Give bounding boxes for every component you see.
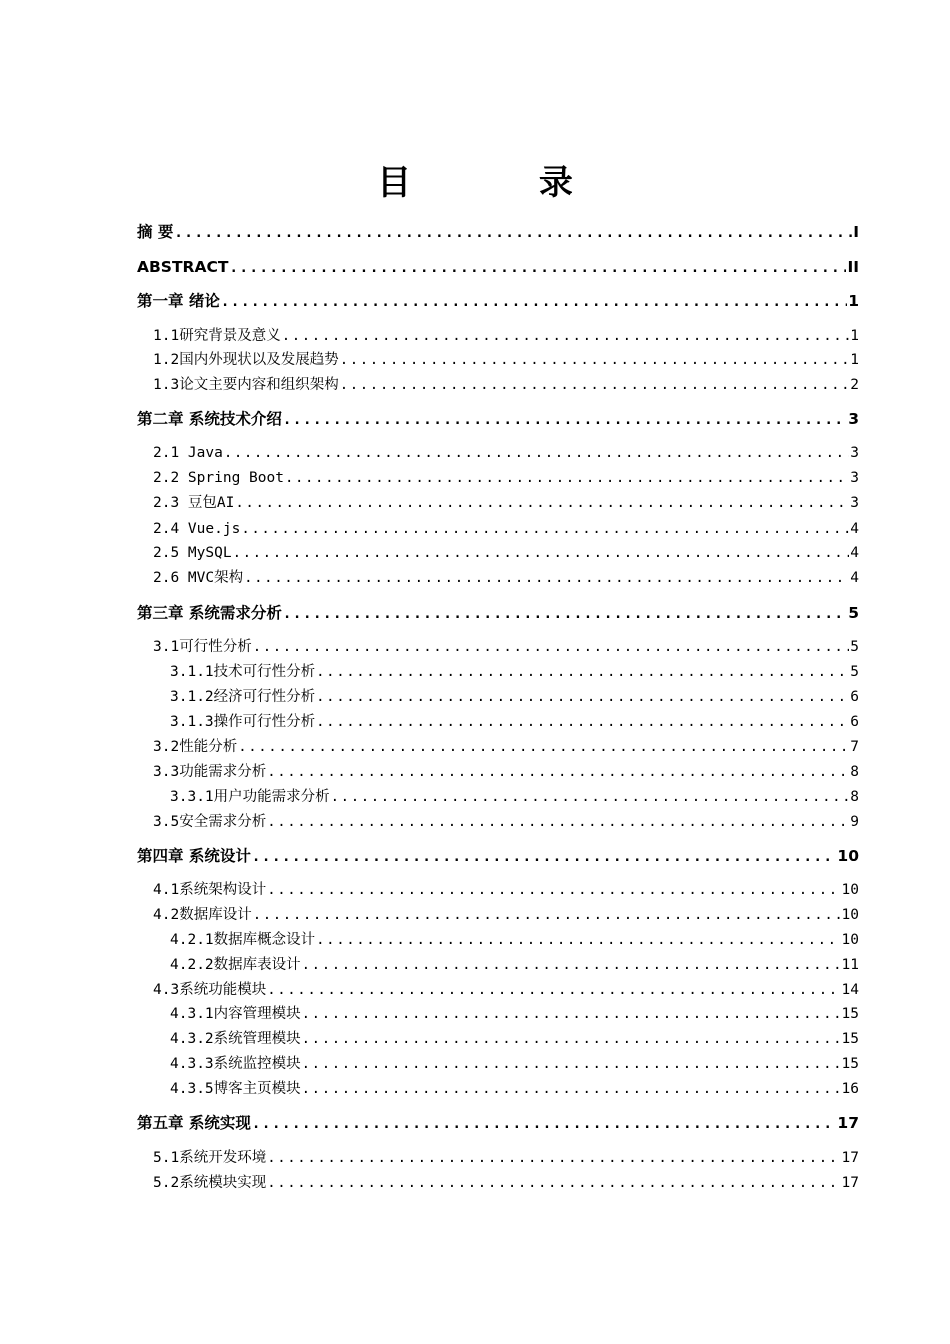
- toc-entry-label: 4.3.5博客主页模块: [170, 1081, 301, 1097]
- toc-page-number: 1: [850, 328, 859, 344]
- toc-leader-dots: [224, 442, 849, 464]
- toc-entry[interactable]: [137, 290, 859, 312]
- toc-entry[interactable]: [153, 467, 859, 489]
- toc-page-number: 15: [841, 1006, 859, 1022]
- toc-entry[interactable]: [153, 904, 859, 926]
- toc-leader-dots: [316, 929, 840, 951]
- toc-entry[interactable]: [170, 929, 859, 951]
- toc-entry-label: 第三章 系统需求分析: [137, 604, 282, 622]
- toc-entry[interactable]: [137, 845, 859, 867]
- toc-page-number: 6: [850, 714, 859, 730]
- toc-page-number: 10: [841, 882, 859, 898]
- toc-entry-label: 4.2.2数据库表设计: [170, 957, 301, 973]
- toc-entry[interactable]: [170, 1003, 859, 1025]
- toc-entry[interactable]: [137, 256, 859, 278]
- toc-entry[interactable]: [153, 518, 859, 540]
- toc-entry-label: 4.3.2系统管理模块: [170, 1031, 301, 1047]
- toc-entry-label: 1.2国内外现状以及发展趋势: [153, 352, 339, 368]
- toc-page-number: I: [853, 223, 859, 241]
- toc-leader-dots: [316, 686, 849, 708]
- toc-entry-label: 2.3 豆包AI: [153, 495, 235, 511]
- toc-leader-dots: [267, 979, 840, 1001]
- toc-leader-dots: [302, 1003, 841, 1025]
- toc-page-number: 1: [848, 292, 859, 310]
- toc-page-number: 16: [841, 1081, 859, 1097]
- page-title: 目 录: [377, 163, 631, 203]
- toc-page-number: 10: [841, 932, 859, 948]
- toc-leader-dots: [283, 603, 847, 625]
- toc-entry-label: 3.5安全需求分析: [153, 814, 267, 830]
- toc-entry-label: 5.1系统开发环境: [153, 1150, 267, 1166]
- toc-entry[interactable]: [153, 979, 859, 1001]
- toc-leader-dots: [252, 1113, 837, 1135]
- toc-page-number: 5: [850, 639, 859, 655]
- toc-leader-dots: [235, 492, 849, 514]
- toc-entry-label: 第四章 系统设计: [137, 847, 251, 865]
- toc-entry[interactable]: [170, 786, 859, 808]
- toc-entry-label: 5.2系统模块实现: [153, 1175, 267, 1191]
- toc-entry[interactable]: [170, 1078, 859, 1100]
- toc-page-number: 11: [841, 957, 859, 973]
- toc-leader-dots: [174, 222, 852, 244]
- toc-entry[interactable]: [153, 1172, 859, 1194]
- toc-entry-label: 3.1.3操作可行性分析: [170, 714, 316, 730]
- toc-leader-dots: [229, 257, 846, 279]
- toc-page-number: 10: [841, 907, 859, 923]
- toc-leader-dots: [302, 1053, 841, 1075]
- toc-leader-dots: [267, 811, 849, 833]
- toc-page-number: 1: [850, 352, 859, 368]
- toc-entry-label: 2.4 Vue.js: [153, 521, 241, 537]
- toc-entry[interactable]: [137, 221, 859, 243]
- toc-leader-dots: [267, 1172, 840, 1194]
- toc-entry[interactable]: [153, 811, 859, 833]
- toc-entry-label: 3.1.1技术可行性分析: [170, 664, 316, 680]
- toc-page-number: 7: [850, 739, 859, 755]
- toc-page-number: 3: [850, 445, 859, 461]
- toc-entry-label: 3.1可行性分析: [153, 639, 252, 655]
- toc-entry[interactable]: [153, 442, 859, 464]
- toc-entry[interactable]: [153, 567, 859, 589]
- toc-leader-dots: [283, 409, 847, 431]
- toc-entry-label: 2.1 Java: [153, 445, 223, 461]
- toc-leader-dots: [267, 879, 840, 901]
- toc-entry-label: 2.2 Spring Boot: [153, 470, 284, 486]
- toc-page-number: 9: [850, 814, 859, 830]
- toc-leader-dots: [253, 636, 850, 658]
- toc-page-number: 2: [850, 377, 859, 393]
- toc-leader-dots: [285, 467, 849, 489]
- toc-entry-label: 4.2.1数据库概念设计: [170, 932, 316, 948]
- toc-leader-dots: [253, 904, 841, 926]
- toc-entry-label: 3.3功能需求分析: [153, 764, 267, 780]
- toc-page-number: 15: [841, 1056, 859, 1072]
- toc-leader-dots: [244, 567, 849, 589]
- toc-leader-dots: [282, 325, 850, 347]
- toc-entry[interactable]: [153, 1147, 859, 1169]
- toc-page-number: 15: [841, 1031, 859, 1047]
- toc-entry[interactable]: [153, 349, 859, 371]
- toc-page-number: 3: [850, 470, 859, 486]
- toc-page-number: 4: [850, 570, 859, 586]
- toc-entry-label: 4.3.3系统监控模块: [170, 1056, 301, 1072]
- toc-leader-dots: [221, 291, 847, 313]
- toc-leader-dots: [267, 761, 849, 783]
- toc-leader-dots: [340, 349, 850, 371]
- toc-entry-label: 4.1系统架构设计: [153, 882, 267, 898]
- toc-leader-dots: [302, 1028, 841, 1050]
- toc-entry[interactable]: [153, 879, 859, 901]
- toc-entry[interactable]: [170, 1053, 859, 1075]
- toc-page-number: 10: [837, 847, 859, 865]
- toc-entry[interactable]: [137, 602, 859, 624]
- toc-entry-label: 2.5 MySQL: [153, 545, 232, 561]
- toc-entry[interactable]: [170, 686, 859, 708]
- toc-leader-dots: [233, 542, 850, 564]
- toc-entry-label: 4.2数据库设计: [153, 907, 252, 923]
- toc-page-number: 6: [850, 689, 859, 705]
- toc-page-number: 3: [848, 410, 859, 428]
- toc-entry-label: 摘 要: [137, 223, 174, 241]
- toc-entry[interactable]: [170, 711, 859, 733]
- toc-leader-dots: [302, 1078, 841, 1100]
- toc-entry[interactable]: [153, 542, 859, 564]
- toc-entry[interactable]: [170, 954, 859, 976]
- toc-entry[interactable]: [137, 408, 859, 430]
- toc-page-number: 5: [848, 604, 859, 622]
- toc-entry[interactable]: [153, 374, 859, 396]
- toc-entry-label: 1.1研究背景及意义: [153, 328, 281, 344]
- toc-page-number: 17: [841, 1175, 859, 1191]
- toc-leader-dots: [302, 954, 841, 976]
- toc-page-number: 8: [850, 764, 859, 780]
- toc-entry-label: 第五章 系统实现: [137, 1114, 251, 1132]
- toc-entry-label: 4.3系统功能模块: [153, 982, 267, 998]
- toc-page-number: 4: [850, 545, 859, 561]
- toc-leader-dots: [252, 846, 837, 868]
- toc-entry[interactable]: [153, 325, 859, 347]
- toc-page-number: 4: [850, 521, 859, 537]
- toc-page-number: II: [847, 258, 859, 276]
- toc-page-number: 3: [850, 495, 859, 511]
- toc-entry-label: ABSTRACT: [137, 258, 229, 276]
- toc-leader-dots: [241, 518, 849, 540]
- toc-leader-dots: [238, 736, 849, 758]
- toc-entry[interactable]: [153, 492, 859, 514]
- toc-entry-label: 3.1.2经济可行性分析: [170, 689, 316, 705]
- toc-entry[interactable]: [137, 1112, 859, 1134]
- toc-entry-label: 2.6 MVC架构: [153, 570, 244, 586]
- toc-entry[interactable]: [153, 736, 859, 758]
- toc-leader-dots: [331, 786, 850, 808]
- toc-entry[interactable]: [170, 1028, 859, 1050]
- toc-page-number: 5: [850, 664, 859, 680]
- toc-leader-dots: [267, 1147, 840, 1169]
- toc-entry-label: 4.3.1内容管理模块: [170, 1006, 301, 1022]
- toc-entry-label: 1.3论文主要内容和组织架构: [153, 377, 339, 393]
- toc-entry-label: 3.3.1用户功能需求分析: [170, 789, 330, 805]
- toc-page-number: 17: [837, 1114, 859, 1132]
- toc-page-number: 14: [841, 982, 859, 998]
- toc-entry[interactable]: [153, 636, 859, 658]
- toc-page-number: 17: [841, 1150, 859, 1166]
- toc-entry-label: 第二章 系统技术介绍: [137, 410, 282, 428]
- toc-entry-label: 3.2性能分析: [153, 739, 238, 755]
- toc-page-number: 8: [850, 789, 859, 805]
- toc-leader-dots: [316, 711, 849, 733]
- toc-leader-dots: [316, 661, 849, 683]
- toc-entry[interactable]: [170, 661, 859, 683]
- toc-leader-dots: [340, 374, 850, 396]
- toc-entry[interactable]: [153, 761, 859, 783]
- toc-entry-label: 第一章 绪论: [137, 292, 220, 310]
